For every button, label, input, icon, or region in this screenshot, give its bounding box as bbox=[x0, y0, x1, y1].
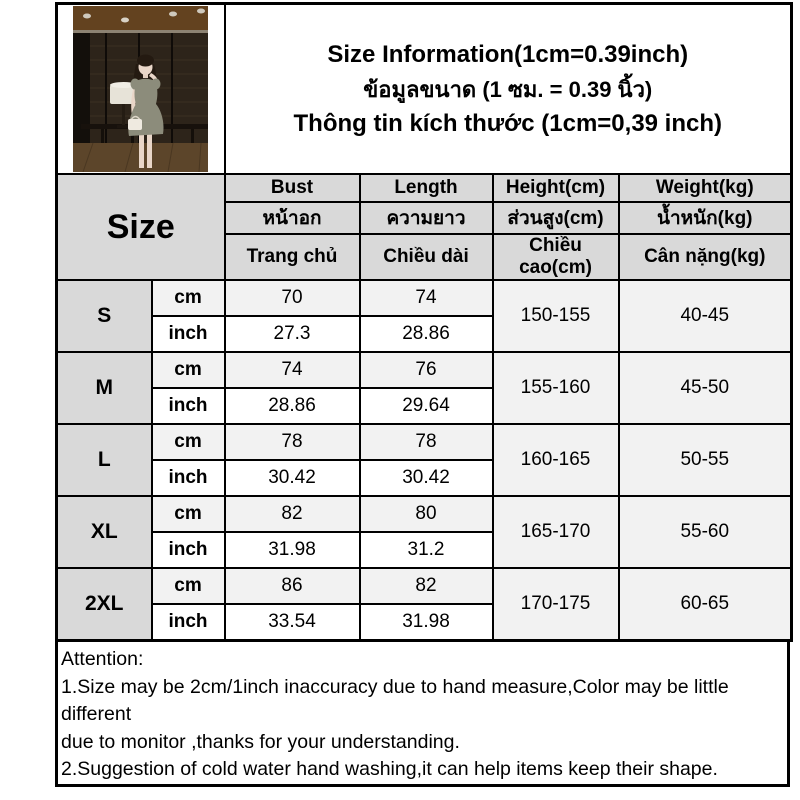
photo-ceiling bbox=[73, 6, 208, 33]
bust-inch-value: 31.98 bbox=[225, 532, 360, 568]
header-bust-th: หน้าอก bbox=[225, 202, 360, 234]
unit-label-inch: inch bbox=[152, 604, 225, 641]
length-cm-value: 82 bbox=[360, 568, 493, 604]
length-inch-value: 28.86 bbox=[360, 316, 493, 352]
bust-inch-value: 33.54 bbox=[225, 604, 360, 641]
size-info-title bbox=[226, 42, 791, 137]
height-range: 170-175 bbox=[493, 568, 619, 641]
attention-line-2: due to monitor ,thanks for your understanding. bbox=[61, 730, 460, 753]
title-english: Size Information(1cm=0.39inch) bbox=[327, 40, 689, 68]
unit-label-inch: inch bbox=[152, 388, 225, 424]
header-row-english bbox=[57, 174, 792, 202]
length-inch-value: 30.42 bbox=[360, 460, 493, 496]
header-bust-vi: Trang chủ bbox=[225, 234, 360, 280]
bust-cm-value: 70 bbox=[225, 280, 360, 316]
title-vietnamese: Thông tin kích thước (1cm=0,39 inch) bbox=[293, 109, 723, 137]
size-row-m-cm bbox=[57, 352, 792, 388]
bust-cm-value: 86 bbox=[225, 568, 360, 604]
unit-label-cm: cm bbox=[152, 568, 225, 604]
header-length-vi: Chiều dài bbox=[360, 234, 493, 280]
bust-cm-value: 78 bbox=[225, 424, 360, 460]
length-cm-value: 74 bbox=[360, 280, 493, 316]
title-thai: ข้อมูลขนาด (1 ซม. = 0.39 นิ้ว) bbox=[363, 76, 653, 102]
length-cm-value: 76 bbox=[360, 352, 493, 388]
size-label: M bbox=[57, 352, 152, 424]
size-header-cell: Size bbox=[57, 174, 225, 280]
height-range: 155-160 bbox=[493, 352, 619, 424]
height-range: 160-165 bbox=[493, 424, 619, 496]
size-info-title-cell bbox=[225, 4, 792, 175]
length-cm-value: 80 bbox=[360, 496, 493, 532]
header-length-en: Length bbox=[360, 174, 493, 202]
weight-range: 60-65 bbox=[619, 568, 792, 641]
height-range: 165-170 bbox=[493, 496, 619, 568]
header-height-vi: Chiều cao(cm) bbox=[493, 234, 619, 280]
unit-label-cm: cm bbox=[152, 280, 225, 316]
bust-inch-value: 28.86 bbox=[225, 388, 360, 424]
product-photo bbox=[58, 6, 224, 172]
bust-inch-value: 30.42 bbox=[225, 460, 360, 496]
attention-title: Attention: bbox=[61, 648, 144, 670]
attention-line-3: 2.Suggestion of cold water hand washing,it can help items keep their shape. bbox=[61, 758, 718, 780]
unit-label-inch: inch bbox=[152, 460, 225, 496]
size-label: L bbox=[57, 424, 152, 496]
unit-label-inch: inch bbox=[152, 532, 225, 568]
attention-line-1: 1.Size may be 2cm/1inch inaccuracy due to hand measure,Color may be little different bbox=[61, 675, 729, 725]
size-row-xl-cm bbox=[57, 496, 792, 532]
header-height-en: Height(cm) bbox=[493, 174, 619, 202]
unit-label-cm: cm bbox=[152, 496, 225, 532]
attention-note bbox=[55, 642, 790, 787]
header-weight-en: Weight(kg) bbox=[619, 174, 792, 202]
weight-range: 55-60 bbox=[619, 496, 792, 568]
product-photo-illustration bbox=[73, 6, 208, 172]
size-row-2xl-cm bbox=[57, 568, 792, 604]
unit-label-inch: inch bbox=[152, 316, 225, 352]
weight-range: 40-45 bbox=[619, 280, 792, 352]
length-inch-value: 31.2 bbox=[360, 532, 493, 568]
length-cm-value: 78 bbox=[360, 424, 493, 460]
length-inch-value: 31.98 bbox=[360, 604, 493, 641]
unit-label-cm: cm bbox=[152, 352, 225, 388]
height-range: 150-155 bbox=[493, 280, 619, 352]
unit-label-cm: cm bbox=[152, 424, 225, 460]
title-row bbox=[57, 4, 792, 175]
header-weight-vi: Cân nặng(kg) bbox=[619, 234, 792, 280]
size-label: S bbox=[57, 280, 152, 352]
length-inch-value: 29.64 bbox=[360, 388, 493, 424]
size-row-l-cm bbox=[57, 424, 792, 460]
product-photo-cell bbox=[57, 4, 225, 175]
size-label: 2XL bbox=[57, 568, 152, 641]
weight-range: 50-55 bbox=[619, 424, 792, 496]
header-length-th: ความยาว bbox=[360, 202, 493, 234]
bust-inch-value: 27.3 bbox=[225, 316, 360, 352]
bust-cm-value: 74 bbox=[225, 352, 360, 388]
bust-cm-value: 82 bbox=[225, 496, 360, 532]
header-height-th: ส่วนสูง(cm) bbox=[493, 202, 619, 234]
header-bust-en: Bust bbox=[225, 174, 360, 202]
size-label: XL bbox=[57, 496, 152, 568]
size-table bbox=[55, 2, 793, 642]
size-row-s-cm bbox=[57, 280, 792, 316]
weight-range: 45-50 bbox=[619, 352, 792, 424]
header-weight-th: น้ำหนัก(kg) bbox=[619, 202, 792, 234]
